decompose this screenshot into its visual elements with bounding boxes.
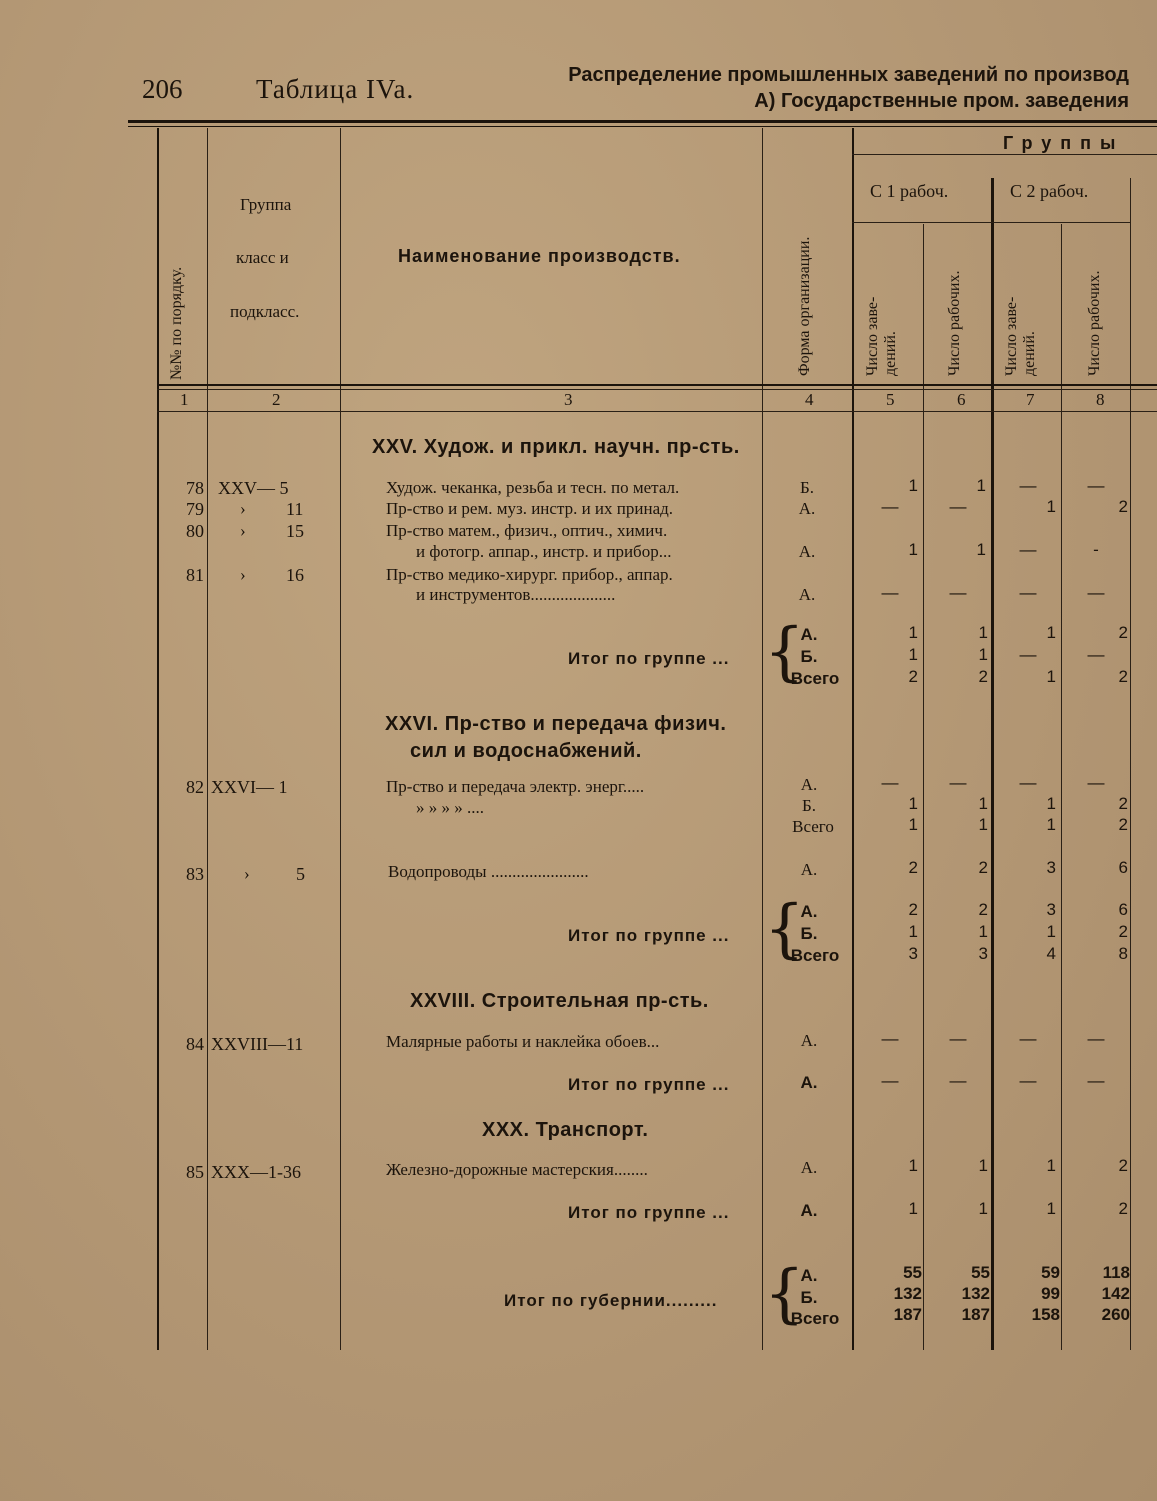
col-number-8: 8 <box>1096 390 1105 409</box>
total-c8-all: 8 <box>1118 944 1128 963</box>
col-line-7 <box>1061 224 1062 1350</box>
total-c6: 1 <box>978 1199 988 1218</box>
row-name-line1: Пр-ство матем., физич., оптич., химич. <box>386 521 668 540</box>
row-group-code: 15 <box>286 521 304 541</box>
total-form: А. <box>800 1073 818 1092</box>
row-c6: — <box>949 1029 967 1048</box>
total-c5: 1 <box>908 1199 918 1218</box>
row-c5: 1 <box>908 1156 918 1175</box>
total-c7-b: — <box>1019 645 1037 664</box>
total-c5: — <box>881 1071 899 1090</box>
row-c6: 1 <box>976 476 986 495</box>
total-c8-b: 142 <box>1101 1284 1130 1303</box>
row-name-line2: и инструментов.................... <box>416 585 616 604</box>
col7-header-line2: дений. <box>1021 331 1038 376</box>
section-heading-25: XXV. Худож. и прикл. научн. пр-сть. <box>372 436 740 458</box>
col-line-2 <box>340 128 341 1350</box>
col-line-8 <box>1130 178 1131 1350</box>
total-form-b: Б. <box>800 924 818 943</box>
total-c7-a: 59 <box>1041 1263 1060 1282</box>
col-line-3 <box>762 128 763 1350</box>
col6-header: Число рабочих. <box>946 270 963 376</box>
total-c8-a: 118 <box>1102 1263 1130 1282</box>
total-c6: — <box>949 1071 967 1090</box>
row-c6-b: 1 <box>978 794 988 813</box>
row-c5-all: 1 <box>908 815 918 834</box>
row-name: Малярные работы и наклейка обоев... <box>386 1032 660 1051</box>
total-c6-all: 2 <box>978 667 988 686</box>
row-c7-all: 1 <box>1046 815 1056 834</box>
total-c8: 2 <box>1118 1199 1128 1218</box>
row-name-line1: Пр-ство медико-хирург. прибор., аппар. <box>386 565 673 584</box>
table-title-line1: Распределение промышленных заведений по производ <box>568 64 1129 86</box>
row-c5: 2 <box>908 858 918 877</box>
row-form: А. <box>798 542 816 561</box>
total-form-b: Б. <box>800 1288 818 1307</box>
top-rule <box>128 120 1157 123</box>
row-number: 83 <box>186 864 204 884</box>
row-c7: — <box>1019 583 1037 602</box>
group2-header: С 2 рабоч. <box>1010 181 1089 201</box>
row-form-all: Всего <box>792 817 834 836</box>
col-number-4: 4 <box>805 390 814 409</box>
row-form: А. <box>800 1158 818 1177</box>
row-c7: 1 <box>1046 497 1056 516</box>
row-c7: — <box>1019 476 1037 495</box>
numbers-rule <box>157 411 1157 412</box>
row-c6: 1 <box>976 540 986 559</box>
row-c7: 3 <box>1046 858 1056 877</box>
total-form-all: Всего <box>790 669 840 688</box>
subgroups-rule <box>852 222 1130 223</box>
row-number: 81 <box>186 565 204 585</box>
section-heading-30: XXX. Транспорт. <box>482 1119 649 1141</box>
row-form: А. <box>800 1031 818 1050</box>
row-c5-a: — <box>881 773 899 792</box>
row-form: А. <box>798 499 816 518</box>
total-form-all: Всего <box>790 1309 840 1328</box>
row-form: А. <box>798 585 816 604</box>
col4-header: Форма организации. <box>796 236 813 376</box>
total-c6-b: 1 <box>978 922 988 941</box>
total-c7-all: 4 <box>1046 944 1056 963</box>
province-total-label: Итог по губернии......... <box>504 1291 718 1310</box>
total-c5-a: 2 <box>908 900 918 919</box>
row-c6-a: — <box>949 773 967 792</box>
row-number: 78 <box>186 478 204 498</box>
row-name-line2: и фотогр. аппар., инстр. и прибор... <box>416 542 672 561</box>
section-heading-26-line2: сил и водоснабжений. <box>410 740 642 762</box>
row-group-code: 5 <box>296 864 305 884</box>
total-c7-a: 3 <box>1046 900 1056 919</box>
table-title-line2: А) Государственные пром. заведения <box>754 90 1129 112</box>
row-c6: — <box>949 583 967 602</box>
col7-header-line1: Число заве- <box>1003 296 1020 376</box>
row-name: Пр-ство и рем. муз. инстр. и их принад. <box>386 499 674 518</box>
col-line-left <box>157 128 159 1350</box>
col3-header: Наименование производств. <box>398 246 681 266</box>
row-form-a: А. <box>800 775 818 794</box>
col-number-3: 3 <box>564 390 573 409</box>
total-c6-a: 2 <box>978 900 988 919</box>
row-c5: 1 <box>908 540 918 559</box>
group-total-label: Итог по группе ... <box>568 926 730 945</box>
total-c7: 1 <box>1046 1199 1056 1218</box>
row-c5-b: 1 <box>908 794 918 813</box>
row-name: Водопроводы ....................... <box>388 862 589 881</box>
row-c8: - <box>1093 540 1099 559</box>
total-c6-all: 187 <box>961 1305 990 1324</box>
total-c7-a: 1 <box>1046 623 1056 642</box>
header-bottom-rule <box>157 384 1157 386</box>
row-c6-all: 1 <box>978 815 988 834</box>
total-c5-all: 3 <box>908 944 918 963</box>
col-number-5: 5 <box>886 390 895 409</box>
row-form: Б. <box>799 478 814 497</box>
row-group-code: XXVIII—11 <box>211 1034 304 1054</box>
total-c8-a: 2 <box>1118 623 1128 642</box>
groups-rule <box>852 154 1157 155</box>
total-form: А. <box>800 1201 818 1220</box>
row-number: 79 <box>186 499 204 519</box>
total-c7-all: 158 <box>1031 1305 1060 1324</box>
total-form-a: А. <box>800 902 818 921</box>
total-c5-b: 1 <box>908 645 918 664</box>
row-c8: — <box>1087 583 1105 602</box>
total-form-a: А. <box>800 625 818 644</box>
row-number: 82 <box>186 777 204 797</box>
col8-header: Число рабочих. <box>1086 270 1103 376</box>
col2-header-line1: Группа <box>240 195 292 214</box>
total-c8-all: 260 <box>1101 1305 1130 1324</box>
total-c6-a: 1 <box>978 623 988 642</box>
row-c5: — <box>881 583 899 602</box>
total-c8-b: — <box>1087 645 1105 664</box>
total-c6-all: 3 <box>978 944 988 963</box>
row-c5: — <box>881 497 899 516</box>
row-c8: — <box>1087 1029 1105 1048</box>
row-group-code: 16 <box>286 565 304 585</box>
row-c5: 1 <box>908 476 918 495</box>
total-c8-a: 6 <box>1118 900 1128 919</box>
row-number: 80 <box>186 521 204 541</box>
row-group-code: XXVI— 1 <box>211 777 288 797</box>
row-c6: 1 <box>978 1156 988 1175</box>
total-form-b: Б. <box>800 647 818 666</box>
col5-header-line1: Число заве- <box>864 296 881 376</box>
table-label: Таблица IVa. <box>256 74 415 104</box>
total-c5-a: 1 <box>908 623 918 642</box>
row-name: Худож. чеканка, резьба и тесн. по метал. <box>386 478 680 497</box>
row-form: А. <box>800 860 818 879</box>
col2-header-line2: класс и <box>236 248 289 267</box>
total-c6-b: 132 <box>961 1284 990 1303</box>
row-c8-all: 2 <box>1118 815 1128 834</box>
col-number-1: 1 <box>180 390 189 409</box>
row-group-code: XXX—1-36 <box>211 1162 301 1182</box>
total-form-a: А. <box>800 1266 818 1285</box>
col1-header: №№ по порядку. <box>168 266 185 380</box>
row-c7: — <box>1019 1029 1037 1048</box>
row-c7-a: — <box>1019 773 1037 792</box>
total-brace: { <box>764 1257 805 1331</box>
col2-header-line3: подкласс. <box>230 302 300 321</box>
total-c7-b: 1 <box>1046 922 1056 941</box>
total-c5-all: 2 <box>908 667 918 686</box>
row-c8: 2 <box>1118 1156 1128 1175</box>
row-name: Железно-дорожные мастерския........ <box>386 1160 648 1179</box>
total-brace: { <box>764 892 805 966</box>
col-line-1 <box>207 128 208 1350</box>
row-number: 85 <box>186 1162 204 1182</box>
page-number: 206 <box>142 74 183 104</box>
total-c5-b: 1 <box>908 922 918 941</box>
total-c7-all: 1 <box>1046 667 1056 686</box>
group-total-label: Итог по группе ... <box>568 649 730 668</box>
row-c6: 2 <box>978 858 988 877</box>
group-total-label: Итог по группе ... <box>568 1075 730 1094</box>
row-group-mark: › <box>240 565 246 584</box>
row-c8: 6 <box>1118 858 1128 877</box>
row-c8-b: 2 <box>1118 794 1128 813</box>
total-c5-all: 187 <box>893 1305 922 1324</box>
row-c8-a: — <box>1087 773 1105 792</box>
header-bottom-rule-thin <box>157 389 1157 390</box>
col-line-6 <box>991 178 994 1350</box>
row-group-mark: › <box>244 864 250 883</box>
row-c7: 1 <box>1046 1156 1056 1175</box>
row-c7-b: 1 <box>1046 794 1056 813</box>
col-number-7: 7 <box>1026 390 1035 409</box>
col5-header-line2: дений. <box>882 331 899 376</box>
row-c6: — <box>949 497 967 516</box>
row-c5: — <box>881 1029 899 1048</box>
total-c7: — <box>1019 1071 1037 1090</box>
row-group-code: XXV— 5 <box>218 478 289 498</box>
total-form-all: Всего <box>790 946 840 965</box>
row-name-line2: » » » » .... <box>416 798 484 817</box>
total-c6-b: 1 <box>978 645 988 664</box>
row-c8: — <box>1087 476 1105 495</box>
col-line-5 <box>923 224 924 1350</box>
total-c8-all: 2 <box>1118 667 1128 686</box>
row-c8: 2 <box>1118 497 1128 516</box>
row-name-line1: Пр-ство и передача электр. энерг..... <box>386 777 645 796</box>
section-heading-28: XXVIII. Строительная пр-сть. <box>410 990 709 1012</box>
row-number: 84 <box>186 1034 204 1054</box>
row-form-b: Б. <box>801 796 816 815</box>
total-c5-a: 55 <box>903 1263 922 1282</box>
col-number-2: 2 <box>272 390 281 409</box>
total-c8-b: 2 <box>1118 922 1128 941</box>
total-c6-a: 55 <box>971 1263 990 1282</box>
row-group-code: 11 <box>286 499 304 519</box>
total-c8: — <box>1087 1071 1105 1090</box>
col-number-6: 6 <box>957 390 966 409</box>
top-rule-thin <box>128 126 1157 127</box>
groups-header: Группы <box>1003 133 1125 153</box>
group1-header: С 1 рабоч. <box>870 181 949 201</box>
section-heading-26-line1: XXVI. Пр-ство и передача физич. <box>385 713 727 735</box>
total-c5-b: 132 <box>893 1284 922 1303</box>
row-group-mark: › <box>240 521 246 540</box>
total-c7-b: 99 <box>1041 1284 1060 1303</box>
group-total-label: Итог по группе ... <box>568 1203 730 1222</box>
row-c7: — <box>1019 540 1037 559</box>
total-brace: { <box>764 615 805 689</box>
row-group-mark: › <box>240 499 246 518</box>
